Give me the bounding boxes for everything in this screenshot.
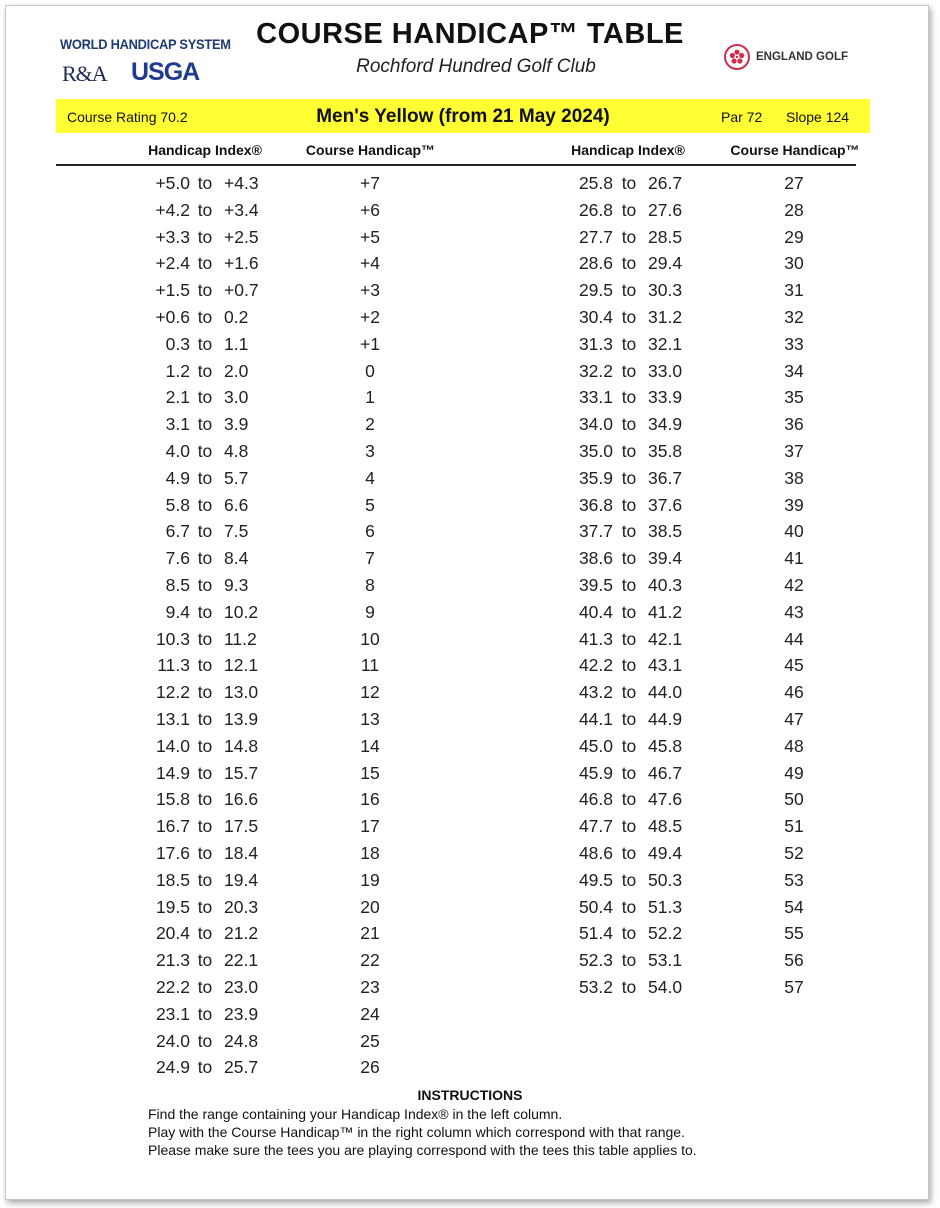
index-from: 24.9 xyxy=(155,1057,190,1078)
index-from: 3.1 xyxy=(165,414,190,435)
to-word: to xyxy=(197,1003,213,1024)
index-from: 49.5 xyxy=(578,869,613,890)
index-to: 5.7 xyxy=(224,467,249,488)
course-handicap-value: 56 xyxy=(784,950,804,971)
course-handicap-value: 28 xyxy=(784,199,804,220)
index-from: 33.1 xyxy=(578,387,613,408)
to-word: to xyxy=(621,896,637,917)
index-from: 23.1 xyxy=(155,1003,190,1024)
course-handicap-value: 55 xyxy=(784,923,804,944)
index-to: 21.2 xyxy=(224,923,259,944)
course-handicap-value: 22 xyxy=(360,950,380,971)
index-from: 30.4 xyxy=(578,307,613,327)
index-to: 16.6 xyxy=(224,789,259,810)
to-word: to xyxy=(197,1057,213,1078)
index-from: 41.3 xyxy=(578,628,613,649)
course-handicap-value: 4 xyxy=(365,467,375,488)
index-from: 48.6 xyxy=(578,843,613,863)
course-handicap-value: +6 xyxy=(360,199,380,220)
index-to: 31.2 xyxy=(648,307,683,327)
index-from: 14.0 xyxy=(155,735,190,756)
index-from: 36.8 xyxy=(578,494,613,515)
index-to: 24.8 xyxy=(224,1030,259,1051)
to-word: to xyxy=(197,923,213,944)
course-handicap-value: 0 xyxy=(365,360,375,381)
to-word: to xyxy=(621,441,637,461)
course-handicap-value: 42 xyxy=(784,575,804,595)
to-word: to xyxy=(621,548,637,569)
index-to: 2.0 xyxy=(224,360,249,381)
to-word: to xyxy=(197,521,213,542)
index-to: 34.9 xyxy=(648,414,683,435)
index-from: 18.5 xyxy=(155,869,190,890)
index-to: 41.2 xyxy=(648,601,683,622)
index-from: 10.3 xyxy=(155,628,190,649)
to-word: to xyxy=(197,173,213,193)
to-word: to xyxy=(197,628,213,649)
index-to: 37.6 xyxy=(648,494,683,515)
index-from: 25.8 xyxy=(578,173,613,193)
instruction-line: Find the range containing your Handicap Index® in the left column. xyxy=(148,1106,563,1122)
index-to: 51.3 xyxy=(648,896,683,917)
to-word: to xyxy=(621,789,637,810)
to-word: to xyxy=(621,628,637,649)
index-from: 17.6 xyxy=(155,843,190,863)
index-to: 19.4 xyxy=(224,869,259,890)
course-handicap-value: 46 xyxy=(784,682,804,703)
to-word: to xyxy=(621,575,637,595)
to-word: to xyxy=(621,869,637,890)
course-handicap-value: 10 xyxy=(360,628,380,649)
to-word: to xyxy=(621,414,637,435)
tee-name: Men's Yellow (from 21 May 2024) xyxy=(316,106,610,127)
index-from: 26.8 xyxy=(578,199,613,220)
course-handicap-value: +1 xyxy=(360,333,380,354)
index-to: 8.4 xyxy=(224,548,249,569)
england-golf-name: ENGLAND GOLF xyxy=(756,51,848,63)
to-word: to xyxy=(197,816,213,837)
slope-value: Slope 124 xyxy=(786,109,850,125)
course-handicap-value: 13 xyxy=(360,709,380,729)
index-from: 12.2 xyxy=(155,682,190,703)
index-to: 50.3 xyxy=(648,869,683,890)
to-word: to xyxy=(621,387,637,408)
index-from: 52.3 xyxy=(578,950,613,971)
index-from: 32.2 xyxy=(578,360,613,381)
index-from: 24.0 xyxy=(155,1030,190,1051)
to-word: to xyxy=(197,655,213,676)
index-from: 53.2 xyxy=(578,977,613,997)
course-handicap-value: 39 xyxy=(784,494,804,515)
index-to: 11.2 xyxy=(224,628,257,649)
course-handicap-value: 31 xyxy=(784,280,804,301)
to-word: to xyxy=(621,521,637,542)
index-from: 15.8 xyxy=(155,789,190,810)
to-word: to xyxy=(197,467,213,488)
course-handicap-value: 2 xyxy=(365,414,375,435)
index-from: 39.5 xyxy=(578,575,613,595)
course-handicap-value: 29 xyxy=(784,226,804,247)
to-word: to xyxy=(197,575,213,595)
to-word: to xyxy=(621,601,637,622)
course-handicap-value: 54 xyxy=(784,896,804,917)
to-word: to xyxy=(621,307,637,327)
index-to: 14.8 xyxy=(224,735,259,756)
to-word: to xyxy=(197,789,213,810)
course-handicap-value: 15 xyxy=(360,762,380,783)
right-handicap-index-header: Handicap Index® xyxy=(571,142,685,158)
index-to: +3.4 xyxy=(224,199,259,220)
index-from: 37.7 xyxy=(578,521,613,542)
course-handicap-value: 17 xyxy=(360,816,380,837)
to-word: to xyxy=(197,226,213,247)
index-to: 49.4 xyxy=(648,843,683,863)
index-from: 1.2 xyxy=(165,360,190,381)
index-from: 51.4 xyxy=(578,923,613,944)
index-to: 23.0 xyxy=(224,977,259,997)
to-word: to xyxy=(621,843,637,863)
to-word: to xyxy=(197,762,213,783)
index-to: 6.6 xyxy=(224,494,249,515)
right-course-handicap-header: Course Handicap™ xyxy=(730,142,860,158)
course-handicap-value: 16 xyxy=(360,789,380,810)
to-word: to xyxy=(621,735,637,756)
index-from: +2.4 xyxy=(155,253,190,274)
left-course-handicap-header: Course Handicap™ xyxy=(305,142,436,158)
course-handicap-value: 57 xyxy=(784,977,804,997)
index-from: 14.9 xyxy=(155,762,190,783)
index-to: 33.0 xyxy=(648,360,683,381)
course-handicap-value: 5 xyxy=(365,494,375,515)
to-word: to xyxy=(621,253,637,274)
instructions-title: INSTRUCTIONS xyxy=(417,1087,523,1103)
index-from: 47.7 xyxy=(578,816,613,837)
index-from: 38.6 xyxy=(578,548,613,569)
to-word: to xyxy=(197,682,213,703)
course-handicap-value: 34 xyxy=(784,360,804,381)
instruction-line: Play with the Course Handicap™ in the right column which correspond with that range. xyxy=(148,1124,685,1140)
index-to: 53.1 xyxy=(648,950,683,971)
index-to: 33.9 xyxy=(648,387,683,408)
to-word: to xyxy=(197,601,213,622)
to-word: to xyxy=(197,253,213,274)
index-from: 4.9 xyxy=(165,467,190,488)
index-to: 44.0 xyxy=(648,682,683,703)
index-to: 12.1 xyxy=(224,655,259,676)
course-handicap-value: 33 xyxy=(784,333,804,354)
club-name: Rochford Hundred Golf Club xyxy=(356,56,596,77)
course-handicap-value: 53 xyxy=(784,869,804,890)
index-from: 35.9 xyxy=(578,467,613,488)
course-handicap-value: 35 xyxy=(784,387,804,408)
index-to: 25.7 xyxy=(224,1057,259,1078)
to-word: to xyxy=(621,199,637,220)
index-to: 44.9 xyxy=(648,709,683,729)
index-to: 46.7 xyxy=(648,762,683,783)
course-handicap-value: 47 xyxy=(784,709,804,729)
to-word: to xyxy=(197,1030,213,1051)
index-from: +5.0 xyxy=(155,173,190,193)
to-word: to xyxy=(621,333,637,354)
to-word: to xyxy=(621,173,637,193)
to-word: to xyxy=(197,199,213,220)
index-from: +3.3 xyxy=(155,226,190,247)
index-from: +1.5 xyxy=(155,280,190,301)
tee-bar xyxy=(56,99,870,133)
course-handicap-value: 9 xyxy=(365,601,375,622)
page-title: COURSE HANDICAP™ TABLE xyxy=(256,18,684,50)
to-word: to xyxy=(197,843,213,863)
index-to: 38.5 xyxy=(648,521,683,542)
to-word: to xyxy=(621,950,637,971)
index-to: 32.1 xyxy=(648,333,683,354)
index-from: 9.4 xyxy=(165,601,190,622)
course-handicap-value: 19 xyxy=(360,869,380,890)
to-word: to xyxy=(197,360,213,381)
index-from: 40.4 xyxy=(578,601,613,622)
left-handicap-index-header: Handicap Index® xyxy=(148,142,262,158)
course-handicap-value: 24 xyxy=(360,1003,380,1024)
course-handicap-value: 51 xyxy=(784,816,804,837)
index-from: +0.6 xyxy=(155,307,190,327)
to-word: to xyxy=(197,280,213,301)
course-handicap-value: +2 xyxy=(360,307,380,327)
to-word: to xyxy=(197,441,213,461)
index-to: 10.2 xyxy=(224,601,259,622)
index-from: 4.0 xyxy=(165,441,190,461)
to-word: to xyxy=(621,494,637,515)
course-handicap-value: 48 xyxy=(784,735,804,756)
course-handicap-value: 38 xyxy=(784,467,804,488)
index-to: 9.3 xyxy=(224,575,249,595)
index-from: 35.0 xyxy=(578,441,613,461)
index-to: 22.1 xyxy=(224,950,259,971)
index-from: 44.1 xyxy=(578,709,613,729)
to-word: to xyxy=(621,467,637,488)
index-to: +0.7 xyxy=(224,280,259,301)
whs-logo: WORLD HANDICAP SYSTEM xyxy=(60,36,231,52)
index-to: 42.1 xyxy=(648,628,683,649)
index-to: 47.6 xyxy=(648,789,683,810)
index-from: 45.0 xyxy=(578,735,613,756)
to-word: to xyxy=(621,682,637,703)
instruction-line: Please make sure the tees you are playing correspond with the tees this table applies to. xyxy=(148,1142,697,1158)
to-word: to xyxy=(621,709,637,729)
index-from: 42.2 xyxy=(578,655,613,676)
index-from: 11.3 xyxy=(157,655,190,676)
to-word: to xyxy=(197,896,213,917)
to-word: to xyxy=(197,709,213,729)
to-word: to xyxy=(197,735,213,756)
course-handicap-value: 32 xyxy=(784,307,804,327)
course-handicap-value: 41 xyxy=(784,548,804,569)
to-word: to xyxy=(621,762,637,783)
index-from: 19.5 xyxy=(155,896,190,917)
index-to: 3.9 xyxy=(224,414,249,435)
index-to: 45.8 xyxy=(648,735,683,756)
index-from: 29.5 xyxy=(578,280,613,301)
index-to: 20.3 xyxy=(224,896,259,917)
to-word: to xyxy=(197,387,213,408)
course-handicap-value: 45 xyxy=(784,655,804,676)
course-handicap-value: 37 xyxy=(784,441,804,461)
index-from: 2.1 xyxy=(165,387,190,408)
course-handicap-value: +3 xyxy=(360,280,380,301)
course-handicap-value: +5 xyxy=(360,226,380,247)
index-to: +1.6 xyxy=(224,253,259,274)
index-to: 7.5 xyxy=(224,521,249,542)
index-from: 45.9 xyxy=(578,762,613,783)
course-handicap-value: 25 xyxy=(360,1030,380,1051)
index-from: 28.6 xyxy=(578,253,613,274)
course-handicap-value: 20 xyxy=(360,896,380,917)
course-handicap-value: 36 xyxy=(784,414,804,435)
index-from: 0.3 xyxy=(165,333,190,354)
course-handicap-value: 30 xyxy=(784,253,804,274)
index-from: 50.4 xyxy=(578,896,613,917)
index-from: 22.2 xyxy=(155,977,190,997)
index-to: 15.7 xyxy=(224,762,259,783)
index-to: 0.2 xyxy=(224,307,249,327)
course-handicap-value: 21 xyxy=(360,923,380,944)
course-rating: Course Rating 70.2 xyxy=(67,109,188,125)
to-word: to xyxy=(621,280,637,301)
course-handicap-value: 7 xyxy=(365,548,375,569)
index-from: +4.2 xyxy=(155,199,190,220)
index-from: 13.1 xyxy=(155,709,190,729)
to-word: to xyxy=(197,494,213,515)
index-from: 34.0 xyxy=(578,414,613,435)
index-to: 30.3 xyxy=(648,280,683,301)
to-word: to xyxy=(197,307,213,327)
index-from: 8.5 xyxy=(165,575,190,595)
course-handicap-value: 52 xyxy=(784,843,804,863)
course-handicap-value: 11 xyxy=(360,655,380,676)
index-to: 43.1 xyxy=(648,655,683,676)
course-handicap-value: 43 xyxy=(784,601,804,622)
index-to: 27.6 xyxy=(648,199,683,220)
index-to: 13.9 xyxy=(224,709,259,729)
course-handicap-value: 8 xyxy=(365,575,375,595)
index-to: 40.3 xyxy=(648,575,683,595)
course-handicap-value: 49 xyxy=(784,762,804,783)
index-to: 28.5 xyxy=(648,226,683,247)
index-to: 13.0 xyxy=(224,682,259,703)
index-to: +4.3 xyxy=(224,173,259,193)
course-handicap-value: 18 xyxy=(360,843,380,863)
to-word: to xyxy=(197,333,213,354)
index-from: 27.7 xyxy=(578,226,613,247)
index-to: 1.1 xyxy=(224,333,249,354)
to-word: to xyxy=(621,977,637,997)
to-word: to xyxy=(621,226,637,247)
course-handicap-value: 6 xyxy=(365,521,375,542)
course-handicap-value: 44 xyxy=(784,628,804,649)
to-word: to xyxy=(621,816,637,837)
index-to: 36.7 xyxy=(648,467,683,488)
index-from: 20.4 xyxy=(155,923,190,944)
to-word: to xyxy=(197,414,213,435)
course-handicap-value: 1 xyxy=(365,387,375,408)
index-from: 5.8 xyxy=(165,494,190,515)
course-handicap-value: 27 xyxy=(784,173,804,193)
index-to: 48.5 xyxy=(648,816,683,837)
index-from: 43.2 xyxy=(578,682,613,703)
index-to: 23.9 xyxy=(224,1003,259,1024)
course-handicap-value: 14 xyxy=(360,735,380,756)
index-to: 18.4 xyxy=(224,843,259,863)
index-from: 21.3 xyxy=(155,950,190,971)
index-to: 52.2 xyxy=(648,923,683,944)
to-word: to xyxy=(197,548,213,569)
index-from: 7.6 xyxy=(165,548,190,569)
index-from: 16.7 xyxy=(155,816,190,837)
to-word: to xyxy=(621,655,637,676)
course-handicap-value: +4 xyxy=(360,253,380,274)
course-handicap-value: +7 xyxy=(360,173,380,193)
to-word: to xyxy=(197,950,213,971)
to-word: to xyxy=(621,923,637,944)
index-to: 54.0 xyxy=(648,977,683,997)
to-word: to xyxy=(197,977,213,997)
index-to: 4.8 xyxy=(224,441,249,461)
course-handicap-value: 23 xyxy=(360,977,380,997)
index-to: 29.4 xyxy=(648,253,683,274)
course-handicap-value: 12 xyxy=(360,682,380,703)
index-from: 6.7 xyxy=(165,521,190,542)
usga-logo: USGA xyxy=(131,58,200,86)
index-from: 31.3 xyxy=(578,333,613,354)
par-value: Par 72 xyxy=(721,109,763,125)
ra-logo: R&A xyxy=(62,61,107,86)
index-from: 46.8 xyxy=(578,789,613,810)
course-handicap-value: 3 xyxy=(365,441,375,461)
course-handicap-value: 50 xyxy=(784,789,804,810)
course-handicap-value: 40 xyxy=(784,521,804,542)
index-to: 39.4 xyxy=(648,548,683,569)
index-to: 35.8 xyxy=(648,441,683,461)
index-to: +2.5 xyxy=(224,226,259,247)
course-handicap-value: 26 xyxy=(360,1057,380,1078)
index-to: 26.7 xyxy=(648,173,683,193)
index-to: 17.5 xyxy=(224,816,259,837)
header-divider xyxy=(56,164,856,166)
to-word: to xyxy=(197,869,213,890)
to-word: to xyxy=(621,360,637,381)
index-to: 3.0 xyxy=(224,387,249,408)
